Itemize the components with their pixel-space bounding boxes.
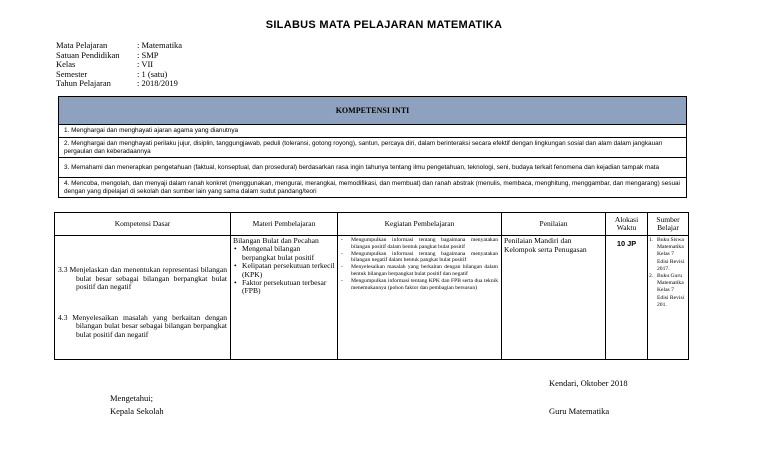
header-kompetensi-dasar: Kompetensi Dasar	[55, 213, 231, 236]
sumber-number: 1.	[649, 237, 654, 243]
footer-date: Kendari, Oktober 2018	[549, 378, 628, 388]
cell-kompetensi-dasar	[55, 236, 231, 360]
kompetensi-inti-header: KOMPETENSI INTI	[59, 97, 687, 125]
info-value: : SMP	[137, 49, 159, 60]
kd-item: 3.3 Menjelaskan dan menentukan representasi bilangan bulat besar sebagai bilangan berpangkat bulat positif dan negatif	[58, 265, 227, 292]
info-block	[56, 41, 182, 89]
kegiatan-item: - Menyelesaikan masalah yang berkaitan dengan bilangan dalam bentuk bilangan berpangkat bulat positif dan negatif	[341, 264, 498, 278]
kegiatan-item: - Mengumpulkan informasi tentang KPK dan FPB serta dua teknik menemukannya (pohon faktor dan pembagian bersusun)	[341, 278, 498, 292]
header-penilaian: Penilaian	[502, 213, 606, 236]
document-title: SILABUS MATA PELAJARAN MATEMATIKA	[265, 19, 503, 31]
sumber-text: Buku Siswa Matematika Kelas 7 Edisi Revisi 2017.	[657, 237, 685, 272]
header-alokasi: Alokasi Waktu	[606, 213, 648, 236]
cell-penilaian: Penilaian Mandiri dan Kelompok serta Penugasan	[502, 236, 606, 360]
sumber-number: 2.	[649, 273, 654, 280]
footer-mengetahui: Mengetahui;	[110, 393, 153, 403]
footer-kepala-sekolah: Kepala Sekolah	[110, 406, 164, 416]
kompetensi-inti-item: 1. Menghargai dan menghayati ajaran agama yang dianutnya	[59, 125, 687, 138]
info-label: Mata Pelajaran	[56, 40, 108, 50]
info-value: : Matematika	[137, 40, 183, 50]
materi-title: Bilangan Bulat dan Pecahan	[233, 236, 319, 245]
info-value: : 2018/2019	[137, 78, 178, 89]
cell-sumber	[648, 236, 689, 360]
info-value: : VII	[137, 59, 154, 70]
cell-alokasi: 10 JP	[606, 236, 648, 360]
kompetensi-inti-table	[58, 96, 687, 198]
materi-item: • Faktor persekutuan terbesar (FPB)	[233, 279, 335, 296]
kegiatan-item: - Mengumpulkan informasi tentang bagaimana menyatakan bilangan positif dalam bentuk pangkat bulat positif	[341, 237, 498, 251]
sumber-item	[649, 273, 686, 309]
table-row	[55, 236, 689, 360]
info-label: Semester	[56, 68, 88, 79]
kompetensi-inti-item: 2. Menghargai dan menghayati perilaku jujur, disiplin, tanggungjawab, peduli (toleransi, gotong royong), santun, percaya diri, dalam berinteraksi secara efektif dengan lingkungan sosial dan alam dalam jangkauan pergaulan dan keberadaannya	[59, 138, 687, 158]
kompetensi-inti-item: 3. Memahami dan menerapkan pengetahuan (faktual, konseptual, dan prosedural) berdasarkan rasa ingin tahunya tentang ilmu pengetahuan, teknologi, seni, budaya terkait fenomena dan kejadian tampak mata	[59, 158, 687, 178]
info-label: Kelas	[56, 59, 76, 70]
materi-item: • Mengenal bilangan berpangkat bulat positif	[233, 245, 335, 262]
info-label: Satuan Pendidikan	[56, 49, 120, 60]
sumber-item	[649, 237, 686, 273]
kd-item: 4.3 Menyelesaikan masalah yang berkaitan dengan bilangan bulat besar sebagai bilangan berpangkat bulat positif dan negatif	[58, 312, 227, 339]
cell-kegiatan	[338, 236, 502, 360]
kegiatan-item: - Mengumpulkan informasi tentang bagaimana menyatakan bilangan negatif dalam bentuk pangkat bulat positif	[341, 251, 498, 265]
info-row	[56, 79, 182, 89]
cell-materi	[231, 236, 338, 360]
kompetensi-inti-item: 4. Mencoba, mengolah, dan menyaji dalam ranah konkret (menggunakan, mengurai, merangkai, memodifikasi, dan membuat) dan ranah abstrak (menulis, membaca, menghitung, menggambar, dan mengarang) sesuai dengan yang dipelajari di sekolah dan sumber lain yang sama dalam sudut pandang/teori	[59, 178, 687, 198]
header-materi: Materi Pembelajaran	[231, 213, 338, 236]
footer-guru: Guru Matematika	[549, 406, 610, 416]
sumber-text: Buku Guru Matematika Kelas 7 Edisi Revisi 201.	[657, 273, 685, 308]
materi-item: • Kelipatan persekutuan terkecil (KPK)	[233, 262, 335, 279]
table-header-row	[55, 213, 689, 236]
header-kegiatan: Kegiatan Pembelajaran	[338, 213, 502, 236]
silabus-table	[54, 212, 689, 360]
info-label: Tahun Pelajaran	[56, 78, 111, 89]
info-value: : 1 (satu)	[137, 68, 168, 79]
header-sumber: Sumber Belajar	[648, 213, 689, 236]
